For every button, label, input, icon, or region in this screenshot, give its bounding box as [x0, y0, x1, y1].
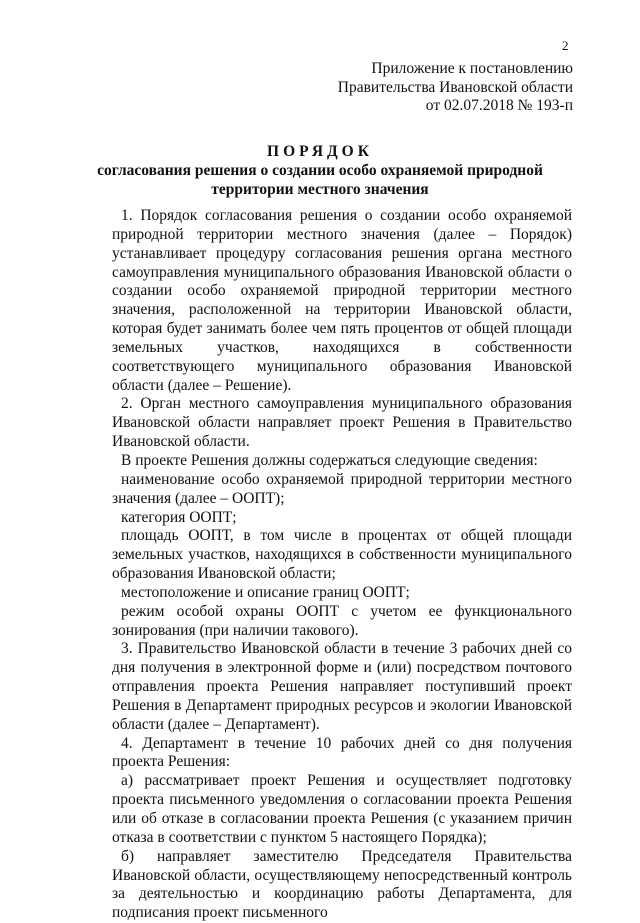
- paragraph-7: местоположение и описание границ ООПТ;: [121, 583, 410, 601]
- attachment-line-1: Приложение к постановлению: [371, 60, 573, 77]
- paragraph-8: режим особой охраны ООПТ с учетом ее функционального зонирования (при наличии такового).: [112, 602, 572, 639]
- paragraph-4: наименование особо охраняемой природной территории местного значения (далее – ООПТ);: [112, 470, 572, 507]
- paragraph-12: б) направляет заместителю Председателя Правительства Ивановской области, осуществляющему непосредственный контроль за деятельностью и координацию работы Департамента, для подписания проект письменного: [112, 847, 572, 922]
- subtitle-line-2: территории местного значения: [211, 180, 429, 198]
- paragraph-9: 3. Правительство Ивановской области в течение 3 рабочих дней со дня получения в электронной форме и (или) посредством почтового отправления проекта Решения направляет поступивший проект Решения в Департамент природных ресурсов и экологии Ивановской области (далее – Департамент).: [112, 640, 572, 733]
- paragraph-6: площадь ООПТ, в том числе в процентах от общей площади земельных участков, находящихся в собственности муниципального образования Ивановской области;: [112, 527, 572, 583]
- document-subtitle: [0, 162, 640, 199]
- document-title: ПОРЯДОК: [267, 143, 373, 160]
- page-number: 2: [562, 38, 569, 53]
- document-body: [112, 207, 572, 923]
- attachment-header: [338, 60, 573, 116]
- attachment-line-2: Правительства Ивановской области: [337, 78, 573, 96]
- paragraph-11: а) рассматривает проект Решения и осуществляет подготовку проекта письменного уведомления о согласовании проекта Решения или об отказе в согласовании проекта Решения (с указанием причин отказа в соответствии с пунктом 5 настоящего Порядка);: [112, 772, 572, 846]
- attachment-line-3: от 02.07.2018 № 193-п: [425, 97, 573, 114]
- paragraph-1: 1. Порядок согласования решения о создании особо охраняемой природной территории местного значения (далее – Порядок) устанавливает процедуру согласования решения органа местного самоуправления муниципального образования Ивановской области о создании особо охраняемой природной территории местного значения, расположенной на территории Ивановской области, которая будет занимать более чем пять процентов от общей площади земельных участков, находящихся в собственности соответствующего муниципального образования Ивановской области (далее – Решение).: [112, 207, 572, 394]
- paragraph-10: 4. Департамент в течение 10 рабочих дней со дня получения проекта Решения:: [112, 734, 572, 771]
- paragraph-5: категория ООПТ;: [121, 508, 237, 526]
- paragraph-2: 2. Орган местного самоуправления муниципального образования Ивановской области направляет проект Решения в Правительство Ивановской области.: [112, 395, 572, 451]
- subtitle-line-1: согласования решения о создании особо охраняемой природной: [97, 162, 543, 179]
- paragraph-3: В проекте Решения должны содержаться следующие сведения:: [121, 451, 538, 469]
